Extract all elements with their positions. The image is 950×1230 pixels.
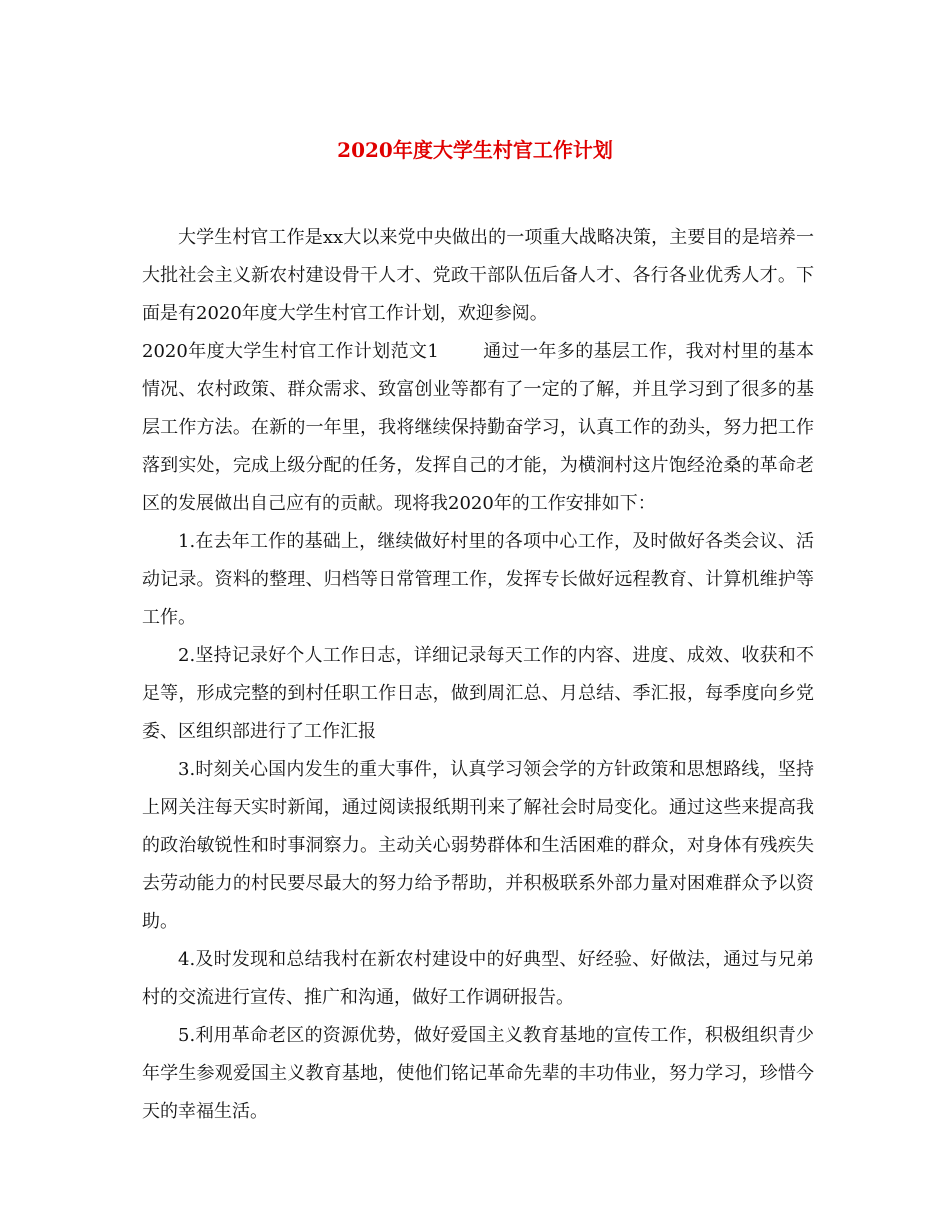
document-body [142,219,814,1131]
list-item: 4.及时发现和总结我村在新农村建设中的好典型、好经验、好做法，通过与兄弟村的交流进行宣传、推广和沟通，做好工作调研报告。 [142,949,814,1008]
list-item: 3.时刻关心国内发生的重大事件，认真学习领会学的方针政策和思想路线，坚持上网关注每天实时新闻，通过阅读报纸期刊来了解社会时局变化。通过这些来提高我的政治敏锐性和时事洞察力。主动关心弱势群体和生活困难的群众，对身体有残疾失去劳动能力的村民要尽最大的努力给予帮助，并积极联系外部力量对困难群众予以资助。 [142,759,814,932]
section-lead: 通过一年多的基层工作，我对村里的基本情况、农村政策、群众需求、致富创业等都有了一定的了解，并且学习到了很多的基层工作方法。在新的一年里，我将继续保持勤奋学习，认真工作的劲头，努力把工作落到实处，完成上级分配的任务，发挥自己的才能，为横涧村这片饱经沧桑的革命老区的发展做出自己应有的贡献。现将我2020年的工作安排如下： [142,341,815,514]
list-item: 2.坚持记录好个人工作日志，详细记录每天工作的内容、进度、成效、收获和不足等，形成完整的到村任职工作日志，做到周汇总、月总结、季汇报，每季度向乡党委、区组织部进行了工作汇报 [142,645,814,742]
intro-paragraph: 大学生村官工作是xx大以来党中央做出的一项重大战略决策，主要目的是培养一大批社会主义新农村建设骨干人才、党政干部队伍后备人才、各行各业优秀人才。下面是有2020年度大学生村官工作计划，欢迎参阅。 [142,227,814,324]
section-heading: 2020年度大学生村官工作计划范文1 [142,341,439,362]
section-paragraph [142,333,814,523]
list-item: 1.在去年工作的基础上，继续做好村里的各项中心工作，及时做好各类会议、活动记录。资料的整理、归档等日常管理工作，发挥专长做好远程教育、计算机维护等工作。 [142,531,814,628]
document-title: 2020年度大学生村官工作计划 [337,138,613,162]
list-item: 5.利用革命老区的资源优势，做好爱国主义教育基地的宣传工作，积极组织青少年学生参观爱国主义教育基地，使他们铭记革命先辈的丰功伟业，努力学习，珍惜今天的幸福生活。 [142,1025,814,1122]
